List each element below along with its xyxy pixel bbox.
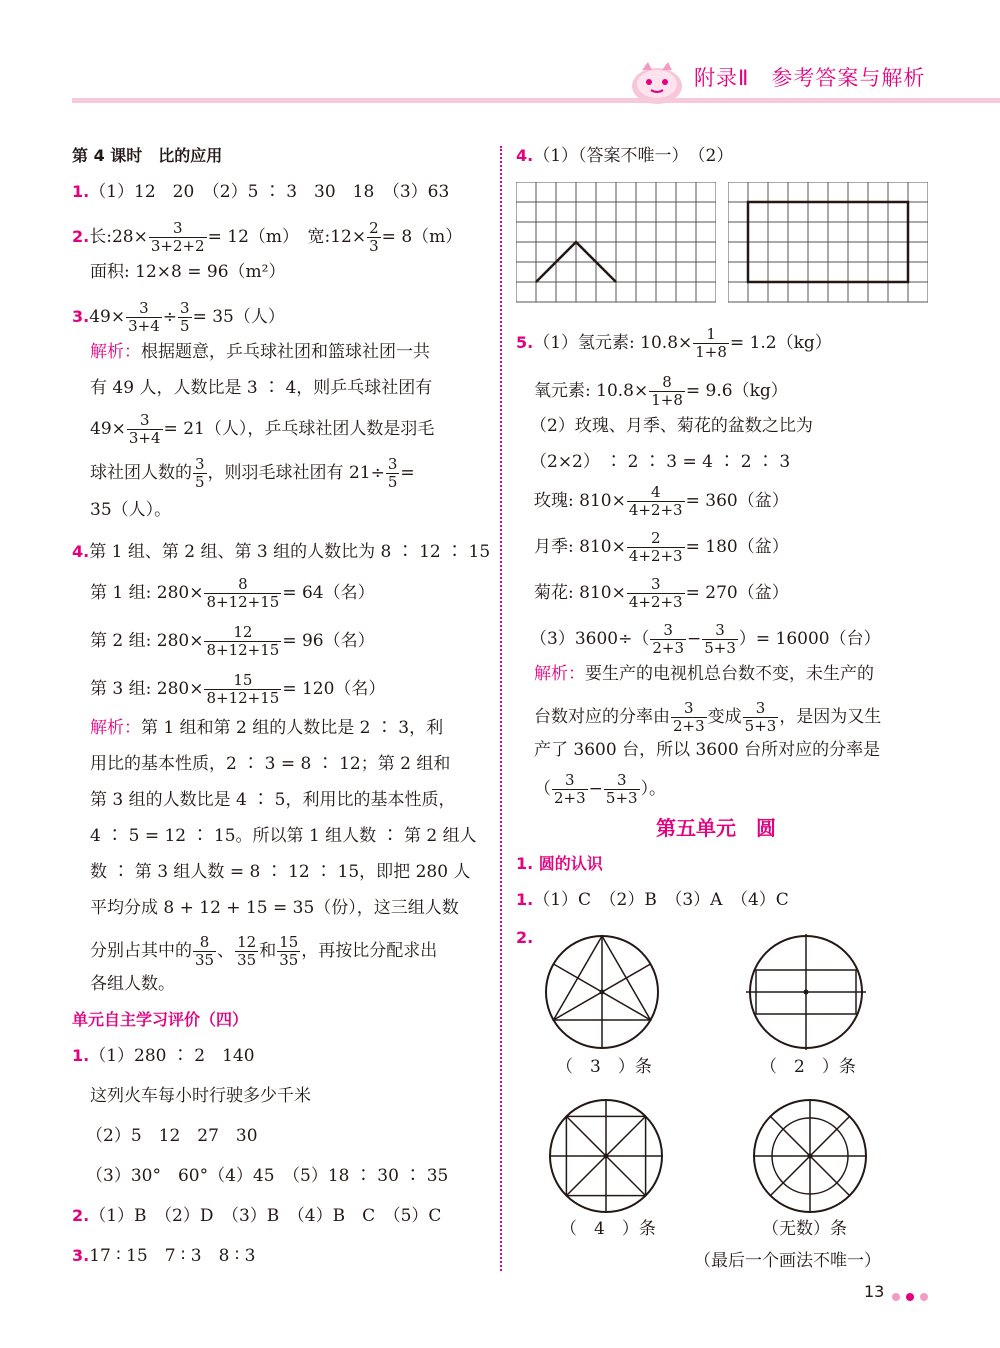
figure-note: （最后一个画法不唯一） bbox=[694, 1251, 881, 1271]
group-1-line bbox=[90, 576, 375, 611]
fraction bbox=[204, 624, 281, 659]
analysis-line bbox=[534, 700, 881, 735]
analysis-line: 35（人）。 bbox=[90, 500, 172, 520]
fraction bbox=[127, 412, 163, 447]
analysis-text: 和 bbox=[259, 941, 277, 961]
expression-text: = 8（m） bbox=[381, 227, 463, 247]
lesson-title: 第 4 课时 比的应用 bbox=[72, 146, 223, 165]
expression-text: = bbox=[400, 463, 415, 483]
expression-text: = 9.6（kg） bbox=[685, 381, 788, 401]
expression-text: 49× bbox=[89, 307, 126, 327]
numerator: 8 bbox=[199, 933, 210, 951]
fraction bbox=[604, 772, 640, 807]
numerator: 3 bbox=[195, 455, 205, 473]
numerator: 2 bbox=[369, 219, 379, 237]
group-3-line bbox=[90, 672, 385, 707]
analysis-text: − bbox=[588, 779, 603, 799]
expression-text: 长:28× bbox=[89, 227, 148, 247]
section-title: 1. 圆的认识 bbox=[516, 854, 603, 873]
analysis-line: 第 3 组的人数比是 4 ∶ 5，利用比的基本性质， bbox=[90, 790, 456, 810]
chinese-rose-line bbox=[534, 530, 789, 565]
denominator: 2+3 bbox=[652, 639, 684, 657]
analysis-label: 解析： bbox=[90, 342, 141, 362]
analysis-line: 各组人数。 bbox=[90, 974, 175, 994]
page-header bbox=[0, 0, 1000, 110]
expression-text: = 270（盆） bbox=[685, 583, 789, 603]
analysis-text: ，再按比分配求出 bbox=[301, 941, 438, 961]
expression-text: = 64（名） bbox=[282, 583, 375, 603]
answer-text: 第 1 组、第 2 组、第 3 组的人数比为 8 ∶ 12 ∶ 15 bbox=[89, 542, 491, 562]
page-number: 13 bbox=[864, 1282, 885, 1301]
circle-concentric-figure bbox=[748, 1094, 872, 1218]
fraction bbox=[702, 622, 738, 657]
denominator: 3+2+2 bbox=[150, 237, 205, 255]
analysis-line: 4 ∶ 5 = 12 ∶ 15。所以第 1 组人数 ∶ 第 2 组人 bbox=[90, 826, 477, 846]
answer-text: 17 ∶ 15 7 ∶ 3 8 ∶ 3 bbox=[89, 1246, 256, 1266]
fraction bbox=[204, 576, 281, 611]
answer-2 bbox=[72, 220, 462, 255]
analysis-line bbox=[534, 662, 874, 686]
denominator: 1+8 bbox=[695, 343, 727, 361]
denominator: 8+12+15 bbox=[206, 593, 280, 611]
analysis-line bbox=[90, 340, 430, 364]
analysis-text: 台数对应的分率由 bbox=[534, 707, 670, 727]
expression-text: = 360（盆） bbox=[685, 491, 789, 511]
eval-answer-3 bbox=[72, 1244, 255, 1268]
fraction bbox=[235, 934, 258, 969]
grid-triangle-figure bbox=[516, 182, 716, 306]
expression-text: 月季: 810× bbox=[534, 537, 626, 557]
answer-text: （2）玫瑰、月季、菊花的盆数之比为 bbox=[530, 416, 813, 436]
circle-square-figure bbox=[544, 1094, 668, 1218]
fraction bbox=[367, 220, 381, 255]
answer-title: 参考答案与解析 bbox=[771, 66, 926, 90]
fraction bbox=[650, 622, 686, 657]
analysis-label: 解析： bbox=[534, 664, 585, 684]
header-title bbox=[694, 62, 925, 92]
unit-eval-title: 单元自主学习评价（四） bbox=[72, 1010, 249, 1029]
page-dots-icon bbox=[890, 1290, 934, 1304]
numerator: 3 bbox=[715, 621, 725, 639]
numerator: 2 bbox=[650, 529, 661, 547]
numerator: 4 bbox=[650, 483, 661, 501]
analysis-text: 要生产的电视机总台数不变，未生产的 bbox=[585, 664, 874, 684]
denominator: 4+2+3 bbox=[628, 593, 683, 611]
numerator: 3 bbox=[180, 299, 190, 317]
question-number: 5. bbox=[516, 333, 534, 352]
numerator: 1 bbox=[706, 325, 716, 343]
analysis-text: 变成 bbox=[707, 707, 742, 727]
circle-answer-2 bbox=[516, 926, 533, 950]
denominator: 35 bbox=[237, 951, 257, 969]
numerator: 3 bbox=[139, 411, 150, 429]
fraction bbox=[386, 456, 400, 491]
unit-5-title: 第五单元 圆 bbox=[656, 816, 776, 840]
question-number: 1. bbox=[72, 1046, 90, 1065]
analysis-line bbox=[90, 456, 415, 491]
analysis-text: 分别占其中的 bbox=[90, 941, 192, 961]
expression-text: 第 1 组: 280× bbox=[90, 583, 204, 603]
numerator: 8 bbox=[662, 373, 672, 391]
analysis-text: （ bbox=[534, 779, 551, 799]
numerator: 3 bbox=[387, 455, 398, 473]
fraction bbox=[193, 456, 207, 491]
answer-4-right bbox=[516, 144, 733, 168]
answer-4 bbox=[72, 540, 490, 564]
rose-line bbox=[534, 484, 789, 519]
analysis-line: 产了 3600 台，所以 3600 台所对应的分率是 bbox=[534, 740, 881, 760]
caption-4: （无数）条 bbox=[762, 1219, 847, 1239]
analysis-line bbox=[534, 772, 666, 807]
question-number: 4. bbox=[516, 146, 534, 165]
answer-text: 这列火车每小时行驶多少千米 bbox=[90, 1086, 311, 1106]
eval-answer-2 bbox=[72, 1204, 441, 1228]
question-number: 3. bbox=[72, 307, 90, 326]
fraction bbox=[627, 576, 685, 611]
analysis-line: 数 ∶ 第 3 组人数 = 8 ∶ 12 ∶ 15，即把 280 人 bbox=[90, 862, 471, 882]
analysis-line: 平均分成 8 + 12 + 15 = 35（份），这三组人数 bbox=[90, 898, 459, 918]
fraction bbox=[693, 326, 729, 361]
chrysanthemum-line bbox=[534, 576, 789, 611]
analysis-text: ）。 bbox=[640, 779, 667, 799]
fraction bbox=[204, 672, 281, 707]
expression-text: = 12（m） 宽:12× bbox=[207, 227, 367, 247]
denominator: 5+3 bbox=[704, 639, 736, 657]
analysis-text: 根据题意，乒乓球社团和篮球社团一共 bbox=[141, 342, 430, 362]
expression-text: 球社团人数的 bbox=[90, 463, 192, 483]
caption-1: （ 3 ）条 bbox=[556, 1057, 652, 1077]
appendix-label: 附录Ⅱ bbox=[694, 66, 750, 90]
denominator: 35 bbox=[195, 951, 215, 969]
fraction bbox=[149, 220, 207, 255]
analysis-line: 用比的基本性质，2 ∶ 3 = 8 ∶ 12；第 2 组和 bbox=[90, 754, 451, 774]
denominator: 3+4 bbox=[128, 317, 160, 335]
numerator: 3 bbox=[684, 699, 694, 717]
oxygen-line bbox=[534, 374, 788, 409]
answer-text: （1）（答案不唯一） （2） bbox=[533, 146, 734, 166]
question-number: 1. bbox=[516, 890, 534, 909]
expression-text: （1）氢元素: 10.8× bbox=[533, 333, 693, 353]
expression-text: 氧元素: 10.8× bbox=[534, 381, 649, 401]
fraction bbox=[552, 772, 588, 807]
denominator: 5 bbox=[387, 473, 398, 491]
circle-rectangle-figure bbox=[744, 930, 868, 1054]
grid-rectangle-figure bbox=[728, 182, 928, 306]
expression-text: （3）3600÷（ bbox=[530, 629, 650, 649]
expression-text: = 180（盆） bbox=[685, 537, 789, 557]
answer-1 bbox=[72, 180, 449, 204]
denominator: 35 bbox=[279, 951, 299, 969]
header-rule bbox=[72, 98, 1000, 103]
analysis-line bbox=[90, 934, 437, 969]
analysis-line bbox=[90, 716, 443, 740]
denominator: 5 bbox=[180, 317, 190, 335]
denominator: 1+8 bbox=[651, 391, 683, 409]
question-number: 3. bbox=[72, 1246, 90, 1265]
fraction bbox=[178, 300, 192, 335]
part-3-line bbox=[530, 622, 881, 657]
fraction bbox=[277, 934, 300, 969]
denominator: 3+4 bbox=[128, 429, 161, 447]
expression-text: = 96（名） bbox=[282, 631, 375, 651]
numerator: 8 bbox=[238, 575, 248, 593]
denominator: 5+3 bbox=[605, 789, 638, 807]
numerator: 3 bbox=[755, 699, 766, 717]
answer-3 bbox=[72, 300, 285, 335]
expression-text: = 1.2（kg） bbox=[729, 333, 832, 353]
numerator: 3 bbox=[565, 771, 575, 789]
denominator: 4+2+3 bbox=[628, 501, 683, 519]
question-number: 2. bbox=[516, 928, 534, 947]
denominator: 5+3 bbox=[744, 717, 777, 735]
answer-text: （1）280 ∶ 2 140 bbox=[89, 1046, 255, 1066]
numerator: 15 bbox=[279, 933, 299, 951]
circle-triangle-figure bbox=[540, 930, 664, 1054]
fraction bbox=[193, 934, 216, 969]
fraction bbox=[671, 700, 707, 735]
numerator: 15 bbox=[233, 671, 253, 689]
expression-text: − bbox=[686, 629, 702, 649]
answer-text: （3）30° 60°（4）45 （5）18 ∶ 30 ∶ 35 bbox=[86, 1166, 449, 1186]
caption-3: （ 4 ）条 bbox=[560, 1219, 656, 1239]
expression-text: ）= 16000（台） bbox=[738, 629, 881, 649]
circle-answer-1 bbox=[516, 888, 789, 912]
answer-text: （2×2） ∶ 2 ∶ 3 = 4 ∶ 2 ∶ 3 bbox=[530, 452, 791, 472]
caption-2: （ 2 ）条 bbox=[760, 1057, 856, 1077]
denominator: 4+2+3 bbox=[628, 547, 683, 565]
denominator: 2+3 bbox=[554, 789, 586, 807]
fraction bbox=[649, 374, 685, 409]
analysis-line bbox=[90, 412, 434, 447]
fraction bbox=[743, 700, 779, 735]
numerator: 3 bbox=[172, 219, 183, 237]
expression-text: = 21（人），乒乓球社团人数是羽毛 bbox=[163, 419, 435, 439]
analysis-text: 第 1 组和第 2 组的人数比是 2 ∶ 3，利 bbox=[141, 718, 444, 738]
fraction bbox=[627, 530, 685, 565]
expression-text: = 35（人） bbox=[192, 307, 285, 327]
area-line: 面积: 12×8 = 96（m²） bbox=[90, 262, 286, 282]
numerator: 12 bbox=[233, 623, 253, 641]
denominator: 3 bbox=[369, 237, 379, 255]
fraction bbox=[627, 484, 685, 519]
numerator: 3 bbox=[616, 771, 627, 789]
eval-answer-1 bbox=[72, 1044, 255, 1068]
expression-text: = 120（名） bbox=[282, 679, 386, 699]
denominator: 8+12+15 bbox=[206, 641, 280, 659]
expression-text: 49× bbox=[90, 419, 126, 439]
numerator: 3 bbox=[139, 299, 149, 317]
denominator: 8+12+15 bbox=[206, 689, 280, 707]
expression-text: 第 3 组: 280× bbox=[90, 679, 204, 699]
answer-text: （2）5 12 27 30 bbox=[86, 1126, 258, 1146]
analysis-label: 解析： bbox=[90, 718, 141, 738]
fraction bbox=[126, 300, 162, 335]
expression-text: 玫瑰: 810× bbox=[534, 491, 626, 511]
analysis-line: 有 49 人，人数比是 3 ∶ 4，则乒乓球社团有 bbox=[90, 378, 433, 398]
analysis-text: 、 bbox=[217, 941, 235, 961]
answer-5 bbox=[516, 326, 832, 361]
numerator: 12 bbox=[237, 933, 257, 951]
denominator: 5 bbox=[195, 473, 205, 491]
question-number: 4. bbox=[72, 542, 90, 561]
numerator: 3 bbox=[663, 621, 673, 639]
expression-text: 第 2 组: 280× bbox=[90, 631, 204, 651]
answer-text: （1）C （2）B （3）A （4）C bbox=[533, 890, 789, 910]
answer-text: （1）B （2）D （3）B （4）B C （5）C bbox=[89, 1206, 442, 1226]
column-divider bbox=[500, 146, 502, 1271]
question-number: 1. bbox=[72, 182, 90, 201]
denominator: 2+3 bbox=[673, 717, 705, 735]
expression-text: ，则羽毛球社团有 21÷ bbox=[207, 463, 385, 483]
question-number: 2. bbox=[72, 1206, 90, 1225]
group-2-line bbox=[90, 624, 375, 659]
analysis-text: ，是因为又生 bbox=[779, 707, 882, 727]
expression-text: 菊花: 810× bbox=[534, 583, 626, 603]
numerator: 3 bbox=[650, 575, 661, 593]
question-number: 2. bbox=[72, 227, 90, 246]
answer-text: （1）12 20 （2）5 ∶ 3 30 18 （3）63 bbox=[89, 182, 450, 202]
expression-text: ÷ bbox=[162, 307, 178, 327]
